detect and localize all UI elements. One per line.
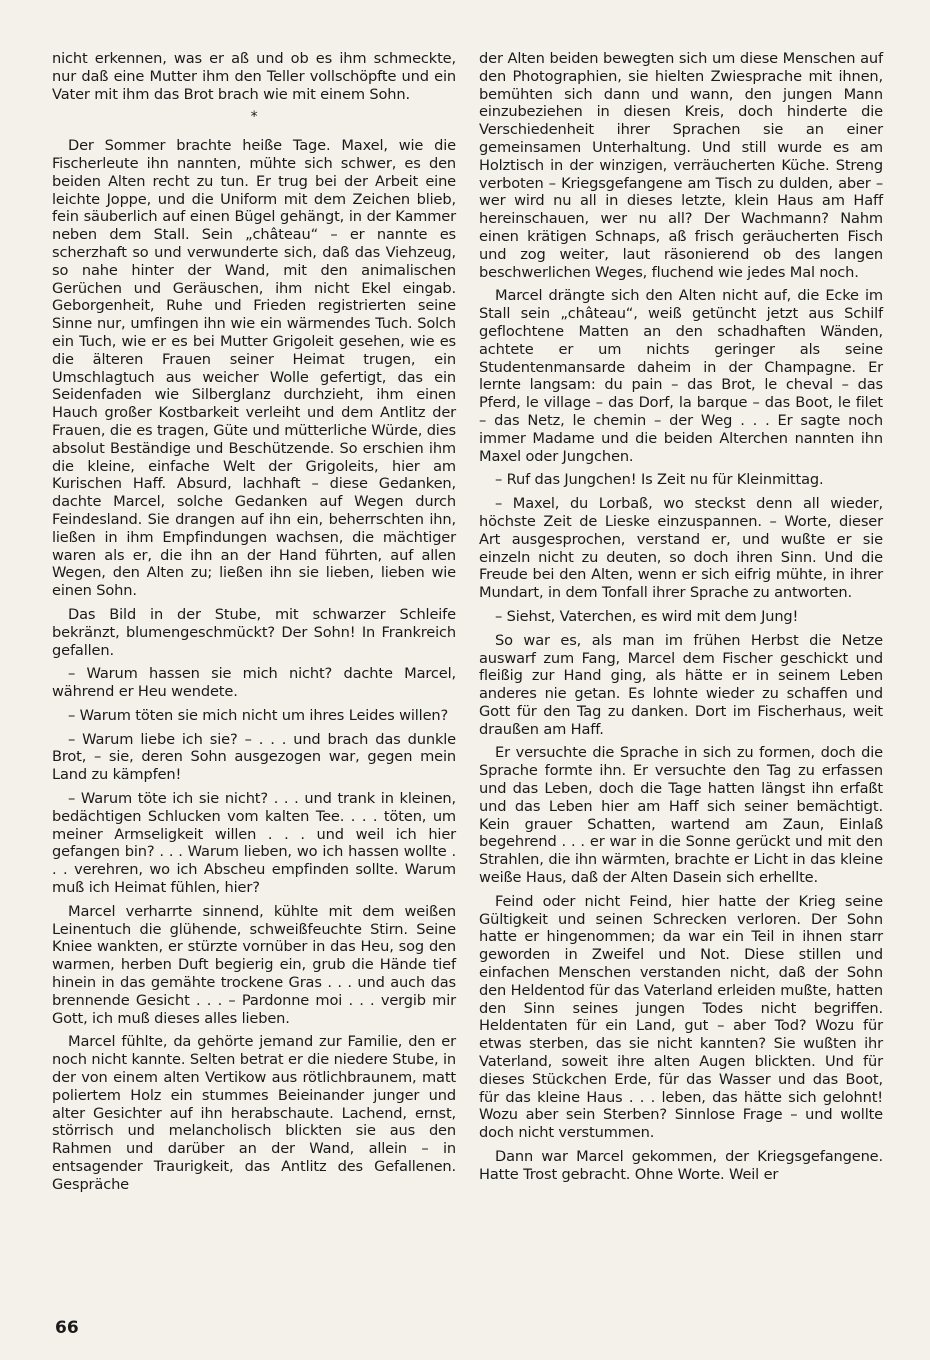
paragraph: – Warum töten sie mich nicht um ihres Leides willen?: [68, 706, 449, 724]
page-number: 66: [55, 1318, 79, 1338]
paragraph: – Warum hassen sie mich nicht? dachte Marcel, während er Heu wendete.: [52, 665, 456, 701]
paragraph: – Ruf das Jungchen! Is Zeit nu für Kleinmittag.: [495, 471, 824, 489]
paragraph: – Siehst, Vaterchen, es wird mit dem Jung!: [495, 607, 799, 625]
left-column: [52, 50, 456, 1200]
paragraph: Marcel verharrte sinnend, kühlte mit dem weißen Leinentuch die glühende, schweißfeuchte Stirn. Seine Kniee wankten, er stürzte vornüber in das Heu, sog den warmen, herben Duft begierig ein, grub die Hände tief hinein in das gemähte trockene Gras . . . und auch das brennende Gesicht . . . – Pardonne moi . . . vergib mir Gott, ich muß dieses alles lieben.: [52, 902, 456, 1027]
paragraph: – Warum töte ich sie nicht? . . . und trank in kleinen, bedächtigen Schlucken vom kalten Tee. . . . töten, um meiner Armseligkeit willen . . . und weil ich hier gefangen bin? . . . Warum lieben, wo ich hassen wollte . . . verehren, wo ich Abscheu empfinden sollte. Warum muß ich Heimat fühlen, hier?: [52, 790, 456, 897]
paragraph: – Warum liebe ich sie? – . . . und brach das dunkle Brot, – sie, deren Sohn ausgezogen war, gegen mein Land zu kämpfen!: [52, 730, 456, 784]
paragraph: – Maxel, du Lorbaß, wo steckst denn all wieder, höchste Zeit de Lieske einzuspannen. – Worte, dieser Art ausgesprochen, verstand er, und wußte er sie einzeln nicht zu deuten, so doch ihren Sinn. Und die Freude bei den Alten, wenn er sich eifrig mühte, in ihrer Mundart, in dem Tonfall ihrer Sprache zu antworten.: [479, 495, 883, 602]
paragraph-continued: nicht erkennen, was er aß und ob es ihm schmeckte, nur daß eine Mutter ihm den Teller vollschöpfte und ein Vater mit ihm das Brot brach wie mit einem Sohn.: [52, 50, 456, 103]
paragraph: Marcel fühlte, da gehörte jemand zur Familie, den er noch nicht kannte. Selten betrat er die niedere Stube, in der von einem alten Vertikow aus rötlichbraunem, matt poliertem Holz ein stummes Beieinander junger und alter Gesichter auf ihn herabschaute. Lachend, ernst, störrisch und melancholisch blickten sie aus den Rahmen und darüber an der Wand, allein – in entsagender Traurigkeit, das Antlitz des Gefallenen. Gespräche: [52, 1033, 456, 1193]
paragraph: Das Bild in der Stube, mit schwarzer Schleife bekränzt, blumengeschmückt? Der Sohn! In Frankreich gefallen.: [52, 605, 456, 659]
paragraph: So war es, als man im frühen Herbst die Netze auswarf zum Fang, Marcel dem Fischer geschickt und fleißig zur Hand ging, als hätte er in seinem Leben anderes nie getan. Es lohnte wieder zu schaffen und Gott für den Tag zu danken. Dort im Fischerhaus, weit draußen am Haff.: [479, 631, 883, 738]
paragraph: Marcel drängte sich den Alten nicht auf, die Ecke im Stall sein „château“, weiß getüncht jetzt aus Schilf geflochtene Matten an den schadhaften Wänden, achtete er um nichts geringer als seine Studentenmansarde daheim in der Champagne. Er lernte langsam: du pain – das Brot, le cheval – das Pferd, le village – das Dorf, la barque – das Boot, le filet – das Netz, le chemin – der Weg . . . Er sagte noch immer Madame und die beiden Alterchen nannten ihn Maxel oder Jungchen.: [479, 287, 883, 465]
section-separator: *: [250, 109, 258, 126]
paragraph-continued: der Alten beiden bewegten sich um diese Menschen auf den Photographien, sie hielten Zwiesprache mit ihnen, bemühten sich dann und wann, den jungen Mann einzubeziehen in diesen Kreis, doch hinderte die Verschiedenheit ihrer Sprachen sie an einer gemeinsamen Unterhaltung. Und still wurde es am Holztisch in der winzigen, verräucherten Küche. Streng verboten – Kriegsgefangene am Tisch zu dulden, aber – wer wird nu all in dieses letzte, klein Haus am Haff hereinschauen, wer nu all? Der Wachmann? Nahm einen krätigen Schnaps, aß frisch geräucherten Fisch und zog weiter, laut räsonierend ob des langen beschwerlichen Weges, fluchend wie jedes Mal noch.: [479, 50, 883, 281]
paragraph: Er versuchte die Sprache in sich zu formen, doch die Sprache formte ihn. Er versuchte den Tag zu erfassen und das Leben, doch die Tage hatten längst ihn erfaßt und das Leben hier am Haff sich seiner bemächtigt. Kein grauer Schatten, wartend am Zaun, Einlaß begehrend . . . er war in die Sonne gerückt und mit den Strahlen, die ihn wärmten, brachte er Licht in das kleine weiße Haus, daß der Alten Dasein sich erhellte.: [479, 744, 883, 887]
right-column: [479, 50, 883, 1190]
paragraph: Der Sommer brachte heiße Tage. Maxel, wie die Fischerleute ihn nannten, mühte sich schwer, es den beiden Alten recht zu tun. Er trug bei der Arbeit eine leichte Joppe, und die Uniform mit dem Zeichen blieb, fein säuberlich auf einen Bügel gehängt, in der Kammer neben dem Stall. Sein „château“ – er nannte es scherzhaft so und verwunderte sich, daß das Viehzeug, so nahe hinter der Wand, mit den animalischen Gerüchen und Geräuschen, ihm nicht Ekel eingab. Geborgenheit, Ruhe und Frieden registrierten seine Sinne nur, umfingen ihn wie ein wärmendes Tuch. Solch ein Tuch, wie er es bei Mutter Grigoleit gesehen, wie es die älteren Frauen seiner Heimat trugen, ein Umschlagtuch aus weicher Wolle gefertigt, das ein Seidenfaden wie Silberglanz durchzieht, ihm einen Hauch großer Kostbarkeit verleiht und dem Antlitz der Frauen, die es tragen, Güte und mütterliche Würde, dies absolut Beständige und Beschützende. So erschien ihm die kleine, einfache Welt der Grigoleits, hier am Kurischen Haff. Absurd, lachhaft – diese Gedanken, dachte Marcel, solche Gedanken auf Wegen durch Feindesland. Sie drangen auf ihn ein, beherrschten ihn, ließen in ihm Empfindungen wachsen, die mächtiger waren als er, die ihn an der Hand führten, auf allen Wegen, den Alten zu; ließen ihn sie lieben, lieben wie einen Sohn.: [52, 137, 456, 600]
paragraph: Dann war Marcel gekommen, der Kriegsgefangene. Hatte Trost gebracht. Ohne Worte. Weil er: [479, 1148, 883, 1183]
paragraph: Feind oder nicht Feind, hier hatte der Krieg seine Gültigkeit und seinen Schrecken verloren. Der Sohn hatte er hingenommen; da war ein Teil in ihnen starr geworden in Zweifel und Not. Diese stillen und einfachen Menschen verstanden nicht, daß der Sohn den Heldentod für das Vaterland erleiden mußte, hatten den Sinn seines jungen Todes nicht begriffen. Heldentaten für ein Land, gut – aber Tod? Wozu für etwas sterben, das sie nicht kannten? Sie wußten ihr Vaterland, soweit ihre alten Augen blickten. Und für dieses Stückchen Erde, für das Wasser und das Boot, für das kleine Haus . . . leben, das hätte sich gelohnt! Wozu aber sein Sterben? Sinnlose Frage – und wollte doch nicht verstummen.: [479, 892, 883, 1142]
